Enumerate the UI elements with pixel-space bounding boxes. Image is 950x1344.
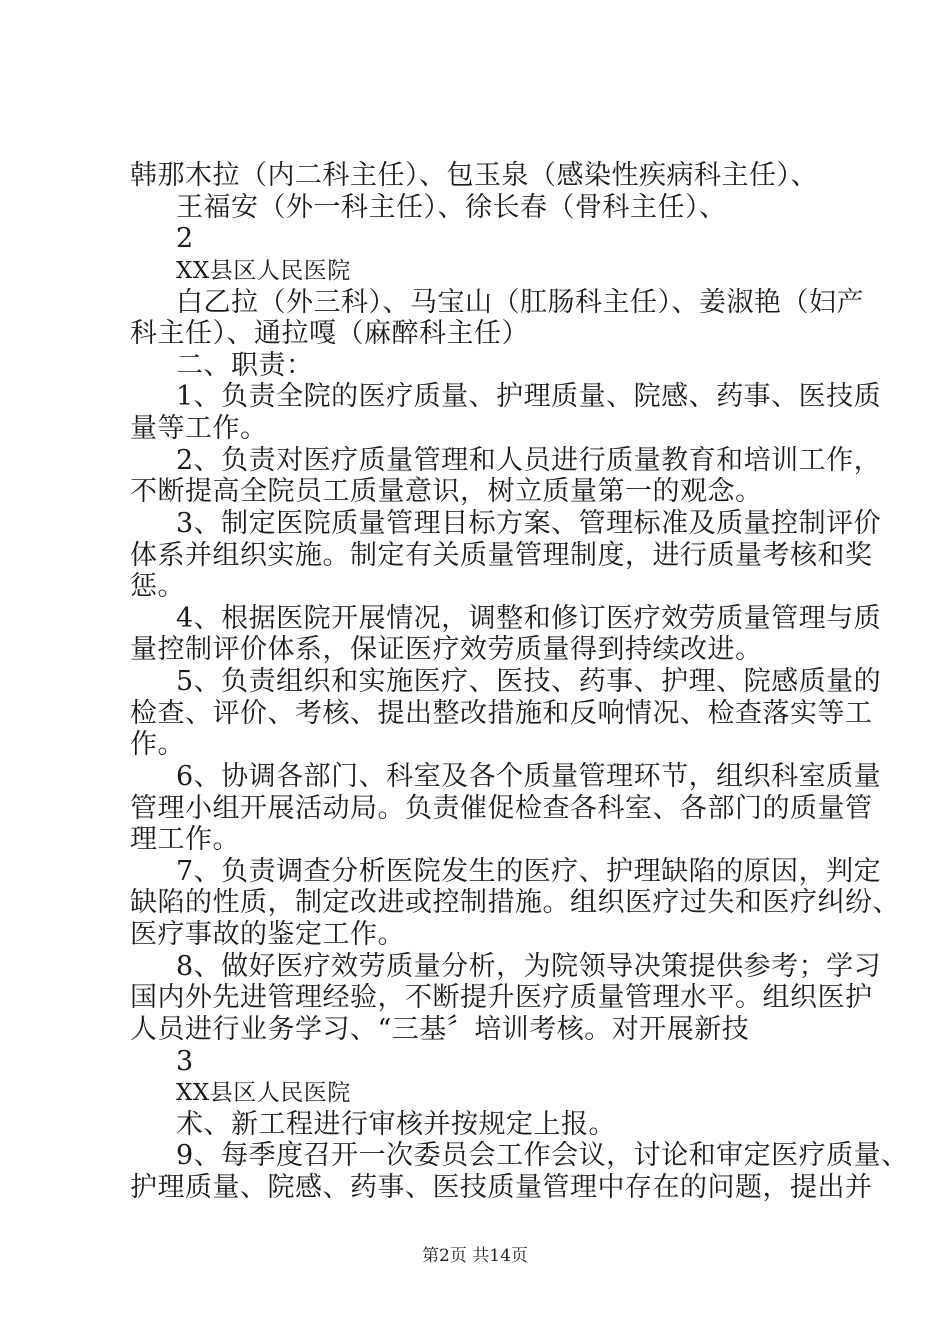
text-line-29: 3	[176, 1046, 194, 1077]
text-line-02: 王福安（外一科主任）、徐长春（骨科主任）、	[176, 192, 727, 223]
text-line-17: 5、负责组织和实施医疗、医技、药事、护理、院感质量的	[176, 666, 882, 697]
text-line-22: 理工作。	[130, 824, 240, 855]
text-line-19: 作。	[130, 729, 185, 760]
text-line-12: 3、制定医院质量管理目标方案、管理标准及质量控制评价	[176, 508, 882, 539]
text-line-27: 国内外先进管理经验，不断提升医疗质量管理水平。组织医护	[130, 982, 873, 1013]
text-line-26: 8、做好医疗效劳质量分析，为院领导决策提供参考；学习	[176, 951, 882, 982]
text-line-23: 7、负责调查分析医院发生的医疗、护理缺陷的原因，判定	[176, 856, 882, 887]
text-line-32: 9、每季度召开一次委员会工作会议，讨论和审定医疗质量、	[176, 1140, 909, 1171]
text-line-28: 人员进行业务学习、“三基〞培训考核。对开展新技	[130, 1014, 750, 1045]
running-header: XX县区人民医院	[176, 258, 351, 284]
text-line-11: 不断提高全院员工质量意识，树立质量第一的观念。	[130, 476, 763, 507]
text-line-05: 白乙拉（外三科）、马宝山（肛肠科主任）、姜淑艳（妇产	[176, 287, 864, 318]
text-line-16: 量控制评价体系，保证医疗效劳质量得到持续改进。	[130, 634, 763, 665]
text-line-09: 量等工作。	[130, 413, 268, 444]
page-number-marker: 2	[176, 223, 194, 254]
text-line-24: 缺陷的性质，制定改进或控制措施。组织医疗过失和医疗纠纷、	[130, 887, 900, 918]
text-line-08: 1、负责全院的医疗质量、护理质量、院感、药事、医技质	[176, 381, 882, 412]
text-line-14: 惩。	[130, 571, 185, 602]
page-footer: 第2页 共14页	[422, 1246, 528, 1266]
text-line-21: 管理小组开展活动局。负责催促检查各科室、各部门的质量管	[130, 793, 873, 824]
text-line-30: XX县区人民医院	[176, 1080, 351, 1106]
text-line-18: 检查、评价、考核、提出整改措施和反响情况、检查落实等工	[130, 698, 873, 729]
text-line-13: 体系并组织实施。制定有关质量管理制度，进行质量考核和奖	[130, 540, 873, 571]
text-line-25: 医疗事故的鉴定工作。	[130, 919, 405, 950]
text-line-01: 韩那木拉（内二科主任）、包玉泉（感染性疾病科主任）、	[130, 160, 818, 191]
text-line-15: 4、根据医院开展情况，调整和修订医疗效劳质量管理与质	[176, 603, 882, 634]
text-line-31: 术、新工程进行审核并按规定上报。	[176, 1109, 616, 1140]
text-line-33: 护理质量、院感、药事、医技质量管理中存在的问题，提出并	[130, 1172, 873, 1203]
text-line-20: 6、协调各部门、科室及各个质量管理环节，组织科室质量	[176, 761, 882, 792]
section-heading: 二、职责：	[176, 350, 314, 381]
text-line-10: 2、负责对医疗质量管理和人员进行质量教育和培训工作，	[176, 445, 882, 476]
text-line-06: 科主任）、通拉嘎（麻醉科主任）	[130, 318, 529, 349]
